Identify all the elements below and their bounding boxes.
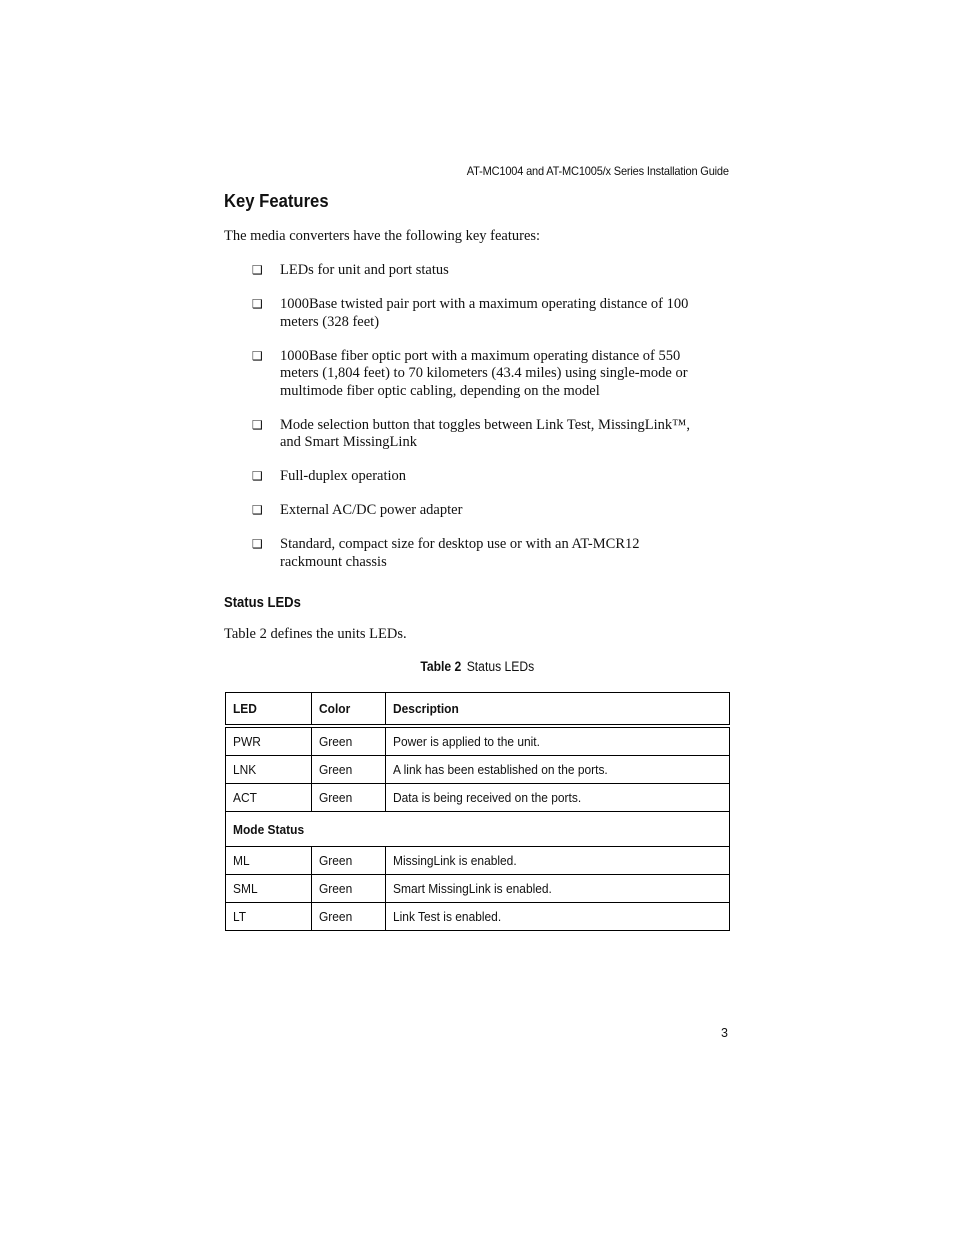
list-item bbox=[252, 296, 732, 331]
description-cell: Data is being received on the ports. bbox=[386, 784, 730, 812]
column-header-led: LED bbox=[226, 693, 312, 727]
table-group-row bbox=[226, 812, 730, 847]
led-cell: LNK bbox=[226, 756, 312, 784]
list-item-text: LEDs for unit and port status bbox=[280, 262, 449, 278]
led-cell: PWR bbox=[226, 726, 312, 756]
led-cell: ACT bbox=[226, 784, 312, 812]
column-header-color: Color bbox=[312, 693, 386, 727]
table-header-row bbox=[226, 693, 730, 727]
list-item-text: 1000Base fiber optic port with a maximum operating distance of 550 meters (1,804 feet) to 70 kilometers (43.4 miles) using single-mode or multimode fiber optic cabling, depending on the model bbox=[280, 347, 688, 399]
color-cell: Green bbox=[312, 726, 386, 756]
column-header-description: Description bbox=[386, 693, 730, 727]
checkbox-bullet-icon: ❑ bbox=[252, 417, 263, 432]
group-label-cell: Mode Status bbox=[226, 812, 730, 847]
table-caption-label: Table 2 bbox=[420, 659, 462, 674]
checkbox-bullet-icon: ❑ bbox=[252, 348, 263, 363]
list-item bbox=[252, 502, 732, 520]
list-item-text: Full-duplex operation bbox=[280, 468, 407, 484]
table-caption bbox=[225, 659, 729, 674]
table-row bbox=[226, 875, 730, 903]
section-title-key-features: Key Features bbox=[224, 190, 329, 211]
description-cell: Power is applied to the unit. bbox=[386, 726, 730, 756]
list-item bbox=[252, 468, 732, 486]
table-row bbox=[226, 903, 730, 931]
checkbox-bullet-icon: ❑ bbox=[252, 297, 263, 311]
running-header: AT-MC1004 and AT-MC1005/x Series Installation Guide bbox=[466, 164, 729, 178]
checkbox-bullet-icon: ❑ bbox=[252, 537, 263, 551]
section-title-status-leds: Status LEDs bbox=[224, 595, 301, 611]
list-item bbox=[252, 348, 732, 401]
description-cell: Smart MissingLink is enabled. bbox=[386, 875, 730, 903]
led-cell: LT bbox=[226, 903, 312, 931]
key-features-intro: The media converters have the following key features: bbox=[224, 228, 541, 244]
list-item bbox=[252, 262, 732, 280]
table-row bbox=[226, 756, 730, 784]
checkbox-bullet-icon: ❑ bbox=[252, 503, 263, 517]
status-leds-intro: Table 2 defines the units LEDs. bbox=[224, 626, 407, 642]
table-row bbox=[226, 726, 730, 756]
table-row bbox=[226, 784, 730, 812]
list-item-text: Mode selection button that toggles between Link Test, MissingLink™, and Smart MissingLink bbox=[280, 416, 691, 450]
color-cell: Green bbox=[312, 756, 386, 784]
description-cell: Link Test is enabled. bbox=[386, 903, 730, 931]
list-item bbox=[252, 417, 732, 452]
status-leds-table bbox=[225, 692, 730, 931]
description-cell: MissingLink is enabled. bbox=[386, 847, 730, 875]
checkbox-bullet-icon: ❑ bbox=[252, 263, 263, 277]
color-cell: Green bbox=[312, 784, 386, 812]
color-cell: Green bbox=[312, 903, 386, 931]
page-number: 3 bbox=[721, 1026, 728, 1040]
list-item-text: Standard, compact size for desktop use or with an AT-MCR12 rackmount chassis bbox=[280, 536, 640, 570]
color-cell: Green bbox=[312, 847, 386, 875]
led-cell: SML bbox=[226, 875, 312, 903]
color-cell: Green bbox=[312, 875, 386, 903]
checkbox-bullet-icon: ❑ bbox=[252, 469, 263, 483]
description-cell: A link has been established on the ports. bbox=[386, 756, 730, 784]
key-features-list bbox=[252, 262, 732, 588]
table-row bbox=[226, 847, 730, 875]
table-caption-text: Status LEDs bbox=[466, 659, 534, 674]
list-item-text: External AC/DC power adapter bbox=[280, 502, 463, 518]
led-cell: ML bbox=[226, 847, 312, 875]
list-item bbox=[252, 536, 732, 571]
list-item-text: 1000Base twisted pair port with a maximum operating distance of 100 meters (328 feet) bbox=[280, 296, 689, 330]
